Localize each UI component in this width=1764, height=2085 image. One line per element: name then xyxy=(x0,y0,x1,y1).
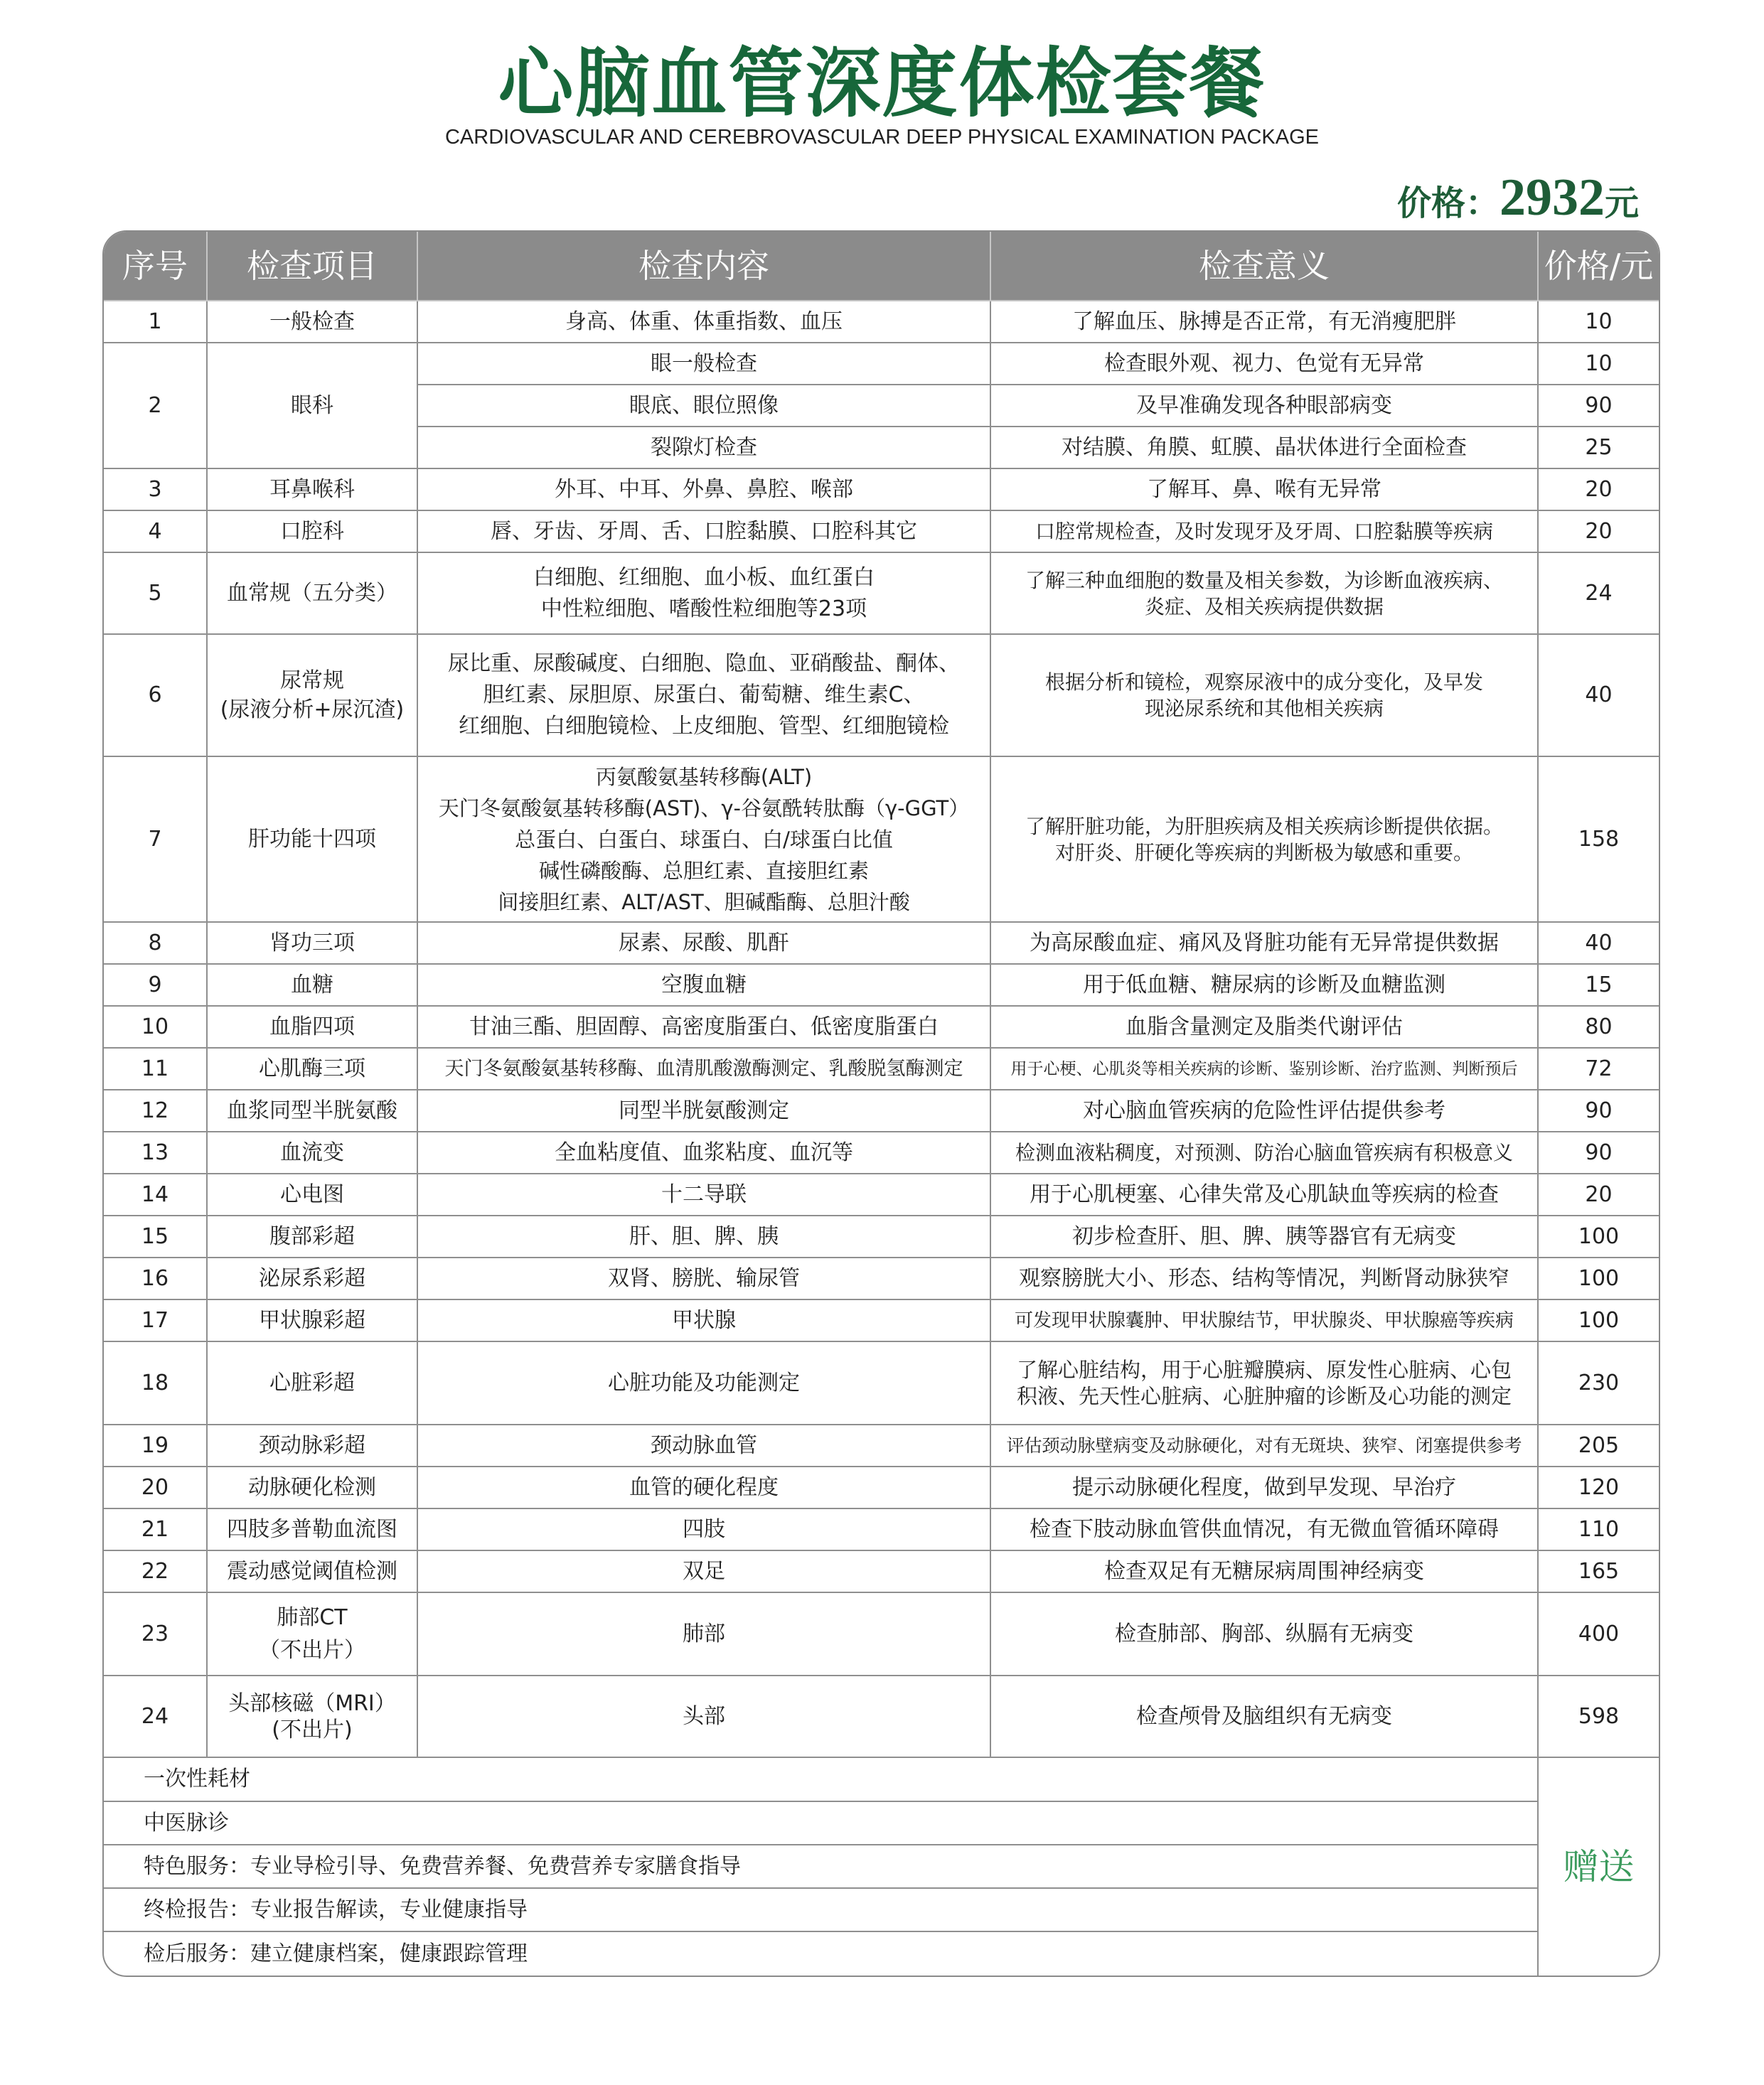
table-row xyxy=(104,1048,1659,1090)
table-row xyxy=(104,552,1659,634)
exam-content-cell xyxy=(417,1425,990,1467)
row-number-cell: 8 xyxy=(104,922,207,964)
table-row xyxy=(104,634,1659,756)
cell-line: 耳鼻喉科 xyxy=(269,476,355,502)
row-number-cell: 19 xyxy=(104,1425,207,1467)
exam-item-cell xyxy=(207,1467,417,1508)
table-row xyxy=(104,1508,1659,1550)
footer-row xyxy=(104,1801,1659,1845)
price-cell: 90 xyxy=(1538,1132,1659,1174)
cell-line: 中性粒细胞、嗜酸性粒细胞等23项 xyxy=(540,596,867,621)
exam-item-cell xyxy=(207,1006,417,1048)
exam-meaning-cell xyxy=(990,1425,1538,1467)
exam-meaning-cell xyxy=(990,1048,1538,1090)
cell-line: 根据分析和镜检，观察尿液中的成分变化，及早发 xyxy=(1044,670,1483,694)
page-title: 心脑血管深度体检套餐 xyxy=(498,40,1266,127)
cell-line: 观察膀胱大小、形态、结构等情况，判断肾动脉狭窄 xyxy=(1019,1265,1509,1291)
cell-line: 检测血液粘稠度，对预测、防治心脑血管疾病有积极意义 xyxy=(1015,1140,1513,1164)
exam-item-cell xyxy=(207,1174,417,1216)
exam-meaning-cell xyxy=(990,427,1538,468)
cell-line: 用于低血糖、糖尿病的诊断及血糖监测 xyxy=(1083,972,1445,997)
price-cell: 100 xyxy=(1538,1299,1659,1341)
exam-meaning-cell xyxy=(990,964,1538,1006)
footer-item: 中医脉诊 xyxy=(104,1801,1538,1845)
exam-item-cell xyxy=(207,1592,417,1676)
cell-line: 四肢 xyxy=(683,1516,725,1542)
price-cell: 40 xyxy=(1538,922,1659,964)
cell-line: 胆红素、尿胆原、尿蛋白、葡萄糖、维生素C、 xyxy=(483,682,925,707)
cell-line: 了解耳、鼻、喉有无异常 xyxy=(1147,476,1381,502)
cell-line: 白细胞、红细胞、血小板、血红蛋白 xyxy=(533,564,875,590)
exam-item-cell xyxy=(207,1048,417,1090)
exam-item-cell xyxy=(207,1550,417,1592)
exam-item-cell xyxy=(207,1341,417,1425)
exam-meaning-cell xyxy=(990,1006,1538,1048)
cell-line: 检查下肢动脉血管供血情况，有无微血管循环障碍 xyxy=(1030,1516,1499,1542)
exam-content-cell xyxy=(417,634,990,756)
table-row xyxy=(104,1425,1659,1467)
exam-item-cell xyxy=(207,964,417,1006)
exam-item-cell xyxy=(207,552,417,634)
exam-item-cell xyxy=(207,1258,417,1299)
row-number-cell: 2 xyxy=(104,343,207,468)
exam-content-cell xyxy=(417,922,990,964)
cell-line: 尿比重、尿酸碱度、白细胞、隐血、亚硝酸盐、酮体、 xyxy=(448,651,960,676)
cell-line: 心脏彩超 xyxy=(269,1370,355,1395)
table-row xyxy=(104,1676,1659,1757)
cell-line: 口腔科 xyxy=(280,518,344,544)
table-header xyxy=(104,232,1659,301)
exam-meaning-cell xyxy=(990,1299,1538,1341)
cell-line: 了解肝脏功能，为肝胆疾病及相关疾病诊断提供依据。 xyxy=(1025,814,1503,838)
exam-meaning-cell xyxy=(990,552,1538,634)
cell-line: 对心脑血管疾病的危险性评估提供参考 xyxy=(1083,1098,1445,1123)
exam-content-cell xyxy=(417,1216,990,1258)
cell-line: 炎症、及相关疾病提供数据 xyxy=(1144,594,1384,618)
cell-line: 动脉硬化检测 xyxy=(248,1474,376,1500)
cell-line: (尿液分析+尿沉渣) xyxy=(220,697,405,722)
row-number-cell: 18 xyxy=(104,1341,207,1425)
table-row xyxy=(104,301,1659,343)
cell-line: 眼底、眼位照像 xyxy=(629,392,779,418)
exam-meaning-cell xyxy=(990,1090,1538,1132)
cell-line: （不出片） xyxy=(259,1637,365,1663)
table-body xyxy=(104,301,1659,1757)
price-cell: 10 xyxy=(1538,301,1659,343)
table-row xyxy=(104,1258,1659,1299)
price-cell: 15 xyxy=(1538,964,1659,1006)
table-row xyxy=(104,468,1659,510)
row-number-cell: 4 xyxy=(104,510,207,552)
row-number-cell: 20 xyxy=(104,1467,207,1508)
cell-line: 裂隙灯检查 xyxy=(651,434,757,460)
table-row xyxy=(104,756,1659,922)
cell-line: 心肌酶三项 xyxy=(259,1056,365,1081)
header-item: 检查项目 xyxy=(207,232,417,301)
table-row xyxy=(104,1132,1659,1174)
cell-line: 唇、牙齿、牙周、舌、口腔黏膜、口腔科其它 xyxy=(491,518,917,544)
exam-item-cell xyxy=(207,1508,417,1550)
footer-row xyxy=(104,1888,1659,1931)
exam-content-cell xyxy=(417,1508,990,1550)
price-cell: 80 xyxy=(1538,1006,1659,1048)
cell-line: 眼科 xyxy=(291,392,333,418)
price-cell: 10 xyxy=(1538,343,1659,385)
cell-line: 对结膜、角膜、虹膜、晶状体进行全面检查 xyxy=(1062,434,1467,460)
price-cell: 100 xyxy=(1538,1216,1659,1258)
table-row xyxy=(104,1216,1659,1258)
price-cell: 20 xyxy=(1538,510,1659,552)
exam-content-cell xyxy=(417,343,990,385)
exam-content-cell xyxy=(417,1467,990,1508)
row-number-cell: 16 xyxy=(104,1258,207,1299)
price-cell: 165 xyxy=(1538,1550,1659,1592)
header-number: 序号 xyxy=(104,232,207,301)
cell-line: 间接胆红素、ALT/AST、胆碱酯酶、总胆汁酸 xyxy=(498,889,910,914)
exam-item-cell xyxy=(207,1676,417,1757)
exam-item-cell xyxy=(207,922,417,964)
price-cell: 20 xyxy=(1538,468,1659,510)
cell-line: 血浆同型半胱氨酸 xyxy=(227,1098,397,1123)
exam-meaning-cell xyxy=(990,1174,1538,1216)
cell-line: 天门冬氨酸氨基转移酶(AST)、γ-谷氨酰转肽酶（γ-GGT） xyxy=(438,795,970,820)
cell-line: 天门冬氨酸氨基转移酶、血清肌酸激酶测定、乳酸脱氢酶测定 xyxy=(444,1057,963,1080)
cell-line: 同型半胱氨酸测定 xyxy=(619,1098,789,1123)
cell-line: 泌尿系彩超 xyxy=(259,1265,365,1291)
footer-item: 终检报告：专业报告解读，专业健康指导 xyxy=(104,1888,1538,1931)
page-subtitle: CARDIOVASCULAR AND CEREBROVASCULAR DEEP PHYSICAL EXAMINATION PACKAGE xyxy=(444,126,1320,149)
header-content: 检查内容 xyxy=(417,232,990,301)
price-cell: 20 xyxy=(1538,1174,1659,1216)
cell-line: 双足 xyxy=(683,1558,725,1584)
table-footer xyxy=(104,1757,1659,1976)
cell-line: 心脏功能及功能测定 xyxy=(608,1370,800,1395)
exam-content-cell xyxy=(417,1299,990,1341)
table-row xyxy=(104,1006,1659,1048)
row-number-cell: 15 xyxy=(104,1216,207,1258)
cell-line: 双肾、膀胱、输尿管 xyxy=(608,1265,800,1291)
cell-line: 颈动脉彩超 xyxy=(259,1432,365,1458)
price-cell: 25 xyxy=(1538,427,1659,468)
table-row xyxy=(104,343,1659,385)
cell-line: 一般检查 xyxy=(269,309,355,334)
cell-line: 对肝炎、肝硬化等疾病的判断极为敏感和重要。 xyxy=(1054,840,1473,864)
exam-meaning-cell xyxy=(990,756,1538,922)
header-price: 价格/元 xyxy=(1538,232,1659,301)
cell-line: 空腹血糖 xyxy=(661,972,747,997)
cell-line: (不出片) xyxy=(272,1717,353,1742)
cell-line: 了解三种血细胞的数量及相关参数，为诊断血液疾病、 xyxy=(1025,568,1503,592)
cell-line: 丙氨酸氨基转移酶(ALT) xyxy=(595,764,813,789)
price-cell: 230 xyxy=(1538,1341,1659,1425)
price-cell: 158 xyxy=(1538,756,1659,922)
exam-item-cell xyxy=(207,756,417,922)
price-cell: 205 xyxy=(1538,1425,1659,1467)
row-number-cell: 12 xyxy=(104,1090,207,1132)
exam-item-cell xyxy=(207,634,417,756)
exam-item-cell xyxy=(207,1425,417,1467)
cell-line: 血脂含量测定及脂类代谢评估 xyxy=(1126,1014,1403,1039)
price-cell: 24 xyxy=(1538,552,1659,634)
price-cell: 90 xyxy=(1538,1090,1659,1132)
row-number-cell: 9 xyxy=(104,964,207,1006)
row-number-cell: 13 xyxy=(104,1132,207,1174)
exam-item-cell xyxy=(207,301,417,343)
cell-line: 血脂四项 xyxy=(269,1014,355,1039)
price-cell: 110 xyxy=(1538,1508,1659,1550)
cell-line: 尿常规 xyxy=(280,668,344,693)
cell-line: 腹部彩超 xyxy=(269,1223,355,1249)
cell-line: 血流变 xyxy=(280,1140,344,1165)
table-row xyxy=(104,1550,1659,1592)
price-cell: 40 xyxy=(1538,634,1659,756)
price-cell: 90 xyxy=(1538,385,1659,427)
cell-line: 肺部CT xyxy=(277,1604,348,1630)
exam-item-cell xyxy=(207,1132,417,1174)
cell-line: 血常规（五分类） xyxy=(227,580,397,606)
cell-line: 检查颅骨及脑组织有无病变 xyxy=(1136,1703,1392,1729)
cell-line: 心电图 xyxy=(280,1181,344,1207)
footer-item: 特色服务：专业导检引导、免费营养餐、免费营养专家膳食指导 xyxy=(104,1845,1538,1888)
cell-line: 肝功能十四项 xyxy=(248,826,376,852)
cell-line: 了解血压、脉搏是否正常，有无消瘦肥胖 xyxy=(1072,309,1456,334)
cell-line: 提示动脉硬化程度，做到早发现、早治疗 xyxy=(1072,1474,1456,1500)
cell-line: 外耳、中耳、外鼻、鼻腔、喉部 xyxy=(555,476,853,502)
table-row xyxy=(104,1174,1659,1216)
exam-content-cell xyxy=(417,1132,990,1174)
exam-item-cell xyxy=(207,343,417,468)
table-row xyxy=(104,1299,1659,1341)
cell-line: 十二导联 xyxy=(661,1181,747,1207)
cell-line: 口腔常规检查，及时发现牙及牙周、口腔黏膜等疾病 xyxy=(1035,519,1493,543)
exam-meaning-cell xyxy=(990,1467,1538,1508)
exam-content-cell xyxy=(417,1006,990,1048)
exam-meaning-cell xyxy=(990,468,1538,510)
row-number-cell: 7 xyxy=(104,756,207,922)
price-cell: 120 xyxy=(1538,1467,1659,1508)
row-number-cell: 22 xyxy=(104,1550,207,1592)
exam-table-grid xyxy=(104,232,1659,1976)
cell-line: 颈动脉血管 xyxy=(651,1432,757,1458)
row-number-cell: 24 xyxy=(104,1676,207,1757)
price-cell: 400 xyxy=(1538,1592,1659,1676)
exam-meaning-cell xyxy=(990,1508,1538,1550)
exam-content-cell xyxy=(417,756,990,922)
footer-row xyxy=(104,1757,1659,1801)
cell-line: 检查肺部、胸部、纵膈有无病变 xyxy=(1115,1621,1413,1646)
exam-content-cell xyxy=(417,1174,990,1216)
cell-line: 血糖 xyxy=(291,972,333,997)
cell-line: 头部核磁（MRI） xyxy=(228,1690,396,1716)
footer-item: 一次性耗材 xyxy=(104,1757,1538,1801)
exam-meaning-cell xyxy=(990,301,1538,343)
price-label: 价格： xyxy=(1396,183,1500,223)
cell-line: 用于心肌梗塞、心律失常及心肌缺血等疾病的检查 xyxy=(1030,1181,1499,1207)
cell-line: 甲状腺 xyxy=(672,1307,736,1333)
row-number-cell: 3 xyxy=(104,468,207,510)
footer-row xyxy=(104,1931,1659,1976)
row-number-cell: 5 xyxy=(104,552,207,634)
cell-line: 肾功三项 xyxy=(269,930,355,955)
exam-content-cell xyxy=(417,427,990,468)
exam-content-cell xyxy=(417,552,990,634)
cell-line: 了解心脏结构，用于心脏瓣膜病、原发性心脏病、心包 xyxy=(1016,1357,1512,1382)
exam-content-cell xyxy=(417,1341,990,1425)
exam-meaning-cell xyxy=(990,1132,1538,1174)
price-cell: 598 xyxy=(1538,1676,1659,1757)
table-row xyxy=(104,1592,1659,1676)
exam-item-cell xyxy=(207,1090,417,1132)
row-number-cell: 21 xyxy=(104,1508,207,1550)
footer-item: 检后服务：建立健康档案，健康跟踪管理 xyxy=(104,1931,1538,1976)
exam-meaning-cell xyxy=(990,922,1538,964)
exam-meaning-cell xyxy=(990,1216,1538,1258)
cell-line: 尿素、尿酸、肌酐 xyxy=(619,930,789,955)
table-row xyxy=(104,964,1659,1006)
exam-content-cell xyxy=(417,1550,990,1592)
exam-item-cell xyxy=(207,1216,417,1258)
exam-meaning-cell xyxy=(990,510,1538,552)
table-row xyxy=(104,1341,1659,1425)
cell-line: 眼一般检查 xyxy=(651,350,757,376)
exam-content-cell xyxy=(417,964,990,1006)
cell-line: 及早准确发现各种眼部病变 xyxy=(1136,392,1392,418)
exam-meaning-cell xyxy=(990,1341,1538,1425)
cell-line: 为高尿酸血症、痛风及肾脏功能有无异常提供数据 xyxy=(1030,930,1499,955)
price-unit: 元 xyxy=(1604,183,1639,223)
row-number-cell: 14 xyxy=(104,1174,207,1216)
table-row xyxy=(104,922,1659,964)
table-row xyxy=(104,1090,1659,1132)
exam-item-cell xyxy=(207,510,417,552)
cell-line: 用于心梗、心肌炎等相关疾病的诊断、鉴别诊断、治疗监测、判断预后 xyxy=(1010,1059,1518,1078)
footer-row xyxy=(104,1845,1659,1888)
header-meaning: 检查意义 xyxy=(990,232,1538,301)
exam-content-cell xyxy=(417,1592,990,1676)
cell-line: 甘油三酯、胆固醇、高密度脂蛋白、低密度脂蛋白 xyxy=(469,1014,939,1039)
table-row xyxy=(104,1467,1659,1508)
exam-meaning-cell xyxy=(990,1258,1538,1299)
row-number-cell: 23 xyxy=(104,1592,207,1676)
cell-line: 肝、胆、脾、胰 xyxy=(629,1223,779,1249)
cell-line: 总蛋白、白蛋白、球蛋白、白/球蛋白比值 xyxy=(515,827,893,852)
exam-meaning-cell xyxy=(990,1550,1538,1592)
exam-meaning-cell xyxy=(990,634,1538,756)
exam-content-cell xyxy=(417,468,990,510)
cell-line: 检查眼外观、视力、色觉有无异常 xyxy=(1104,350,1424,376)
exam-item-cell xyxy=(207,1299,417,1341)
exam-content-cell xyxy=(417,1048,990,1090)
price-cell: 72 xyxy=(1538,1048,1659,1090)
cell-line: 红细胞、白细胞镜检、上皮细胞、管型、红细胞镜检 xyxy=(459,714,949,739)
price-cell: 100 xyxy=(1538,1258,1659,1299)
exam-meaning-cell xyxy=(990,343,1538,385)
exam-content-cell xyxy=(417,1676,990,1757)
cell-line: 震动感觉阈值检测 xyxy=(227,1558,397,1584)
cell-line: 全血粘度值、血浆粘度、血沉等 xyxy=(555,1140,853,1165)
cell-line: 甲状腺彩超 xyxy=(259,1307,365,1333)
row-number-cell: 17 xyxy=(104,1299,207,1341)
cell-line: 头部 xyxy=(683,1703,725,1729)
row-number-cell: 11 xyxy=(104,1048,207,1090)
exam-meaning-cell xyxy=(990,385,1538,427)
exam-meaning-cell xyxy=(990,1676,1538,1757)
cell-line: 评估颈动脉壁病变及动脉硬化，对有无斑块、狭窄、闭塞提供参考 xyxy=(1006,1435,1522,1456)
exam-table xyxy=(102,230,1660,1977)
exam-content-cell xyxy=(417,1090,990,1132)
row-number-cell: 10 xyxy=(104,1006,207,1048)
cell-line: 身高、体重、体重指数、血压 xyxy=(565,309,843,334)
gift-label: 赠送 xyxy=(1538,1757,1659,1976)
cell-line: 检查双足有无糖尿病周围神经病变 xyxy=(1104,1558,1424,1584)
row-number-cell: 1 xyxy=(104,301,207,343)
exam-meaning-cell xyxy=(990,1592,1538,1676)
price-amount: 2932 xyxy=(1499,168,1605,227)
header-row xyxy=(104,232,1659,301)
cell-line: 肺部 xyxy=(683,1621,725,1646)
row-number-cell: 6 xyxy=(104,634,207,756)
cell-line: 初步检查肝、胆、脾、胰等器官有无病变 xyxy=(1072,1223,1456,1249)
exam-content-cell xyxy=(417,301,990,343)
cell-line: 可发现甲状腺囊肿、甲状腺结节，甲状腺炎、甲状腺癌等疾病 xyxy=(1014,1309,1514,1331)
exam-item-cell xyxy=(207,468,417,510)
cell-line: 血管的硬化程度 xyxy=(629,1474,779,1500)
table-row xyxy=(104,510,1659,552)
cell-line: 四肢多普勒血流图 xyxy=(227,1516,397,1542)
cell-line: 现泌尿系统和其他相关疾病 xyxy=(1144,697,1384,720)
exam-content-cell xyxy=(417,385,990,427)
exam-content-cell xyxy=(417,510,990,552)
exam-content-cell xyxy=(417,1258,990,1299)
cell-line: 积液、先天性心脏病、心脏肿瘤的诊断及心功能的测定 xyxy=(1016,1383,1512,1408)
cell-line: 碱性磷酸酶、总胆红素、直接胆红素 xyxy=(538,858,869,883)
